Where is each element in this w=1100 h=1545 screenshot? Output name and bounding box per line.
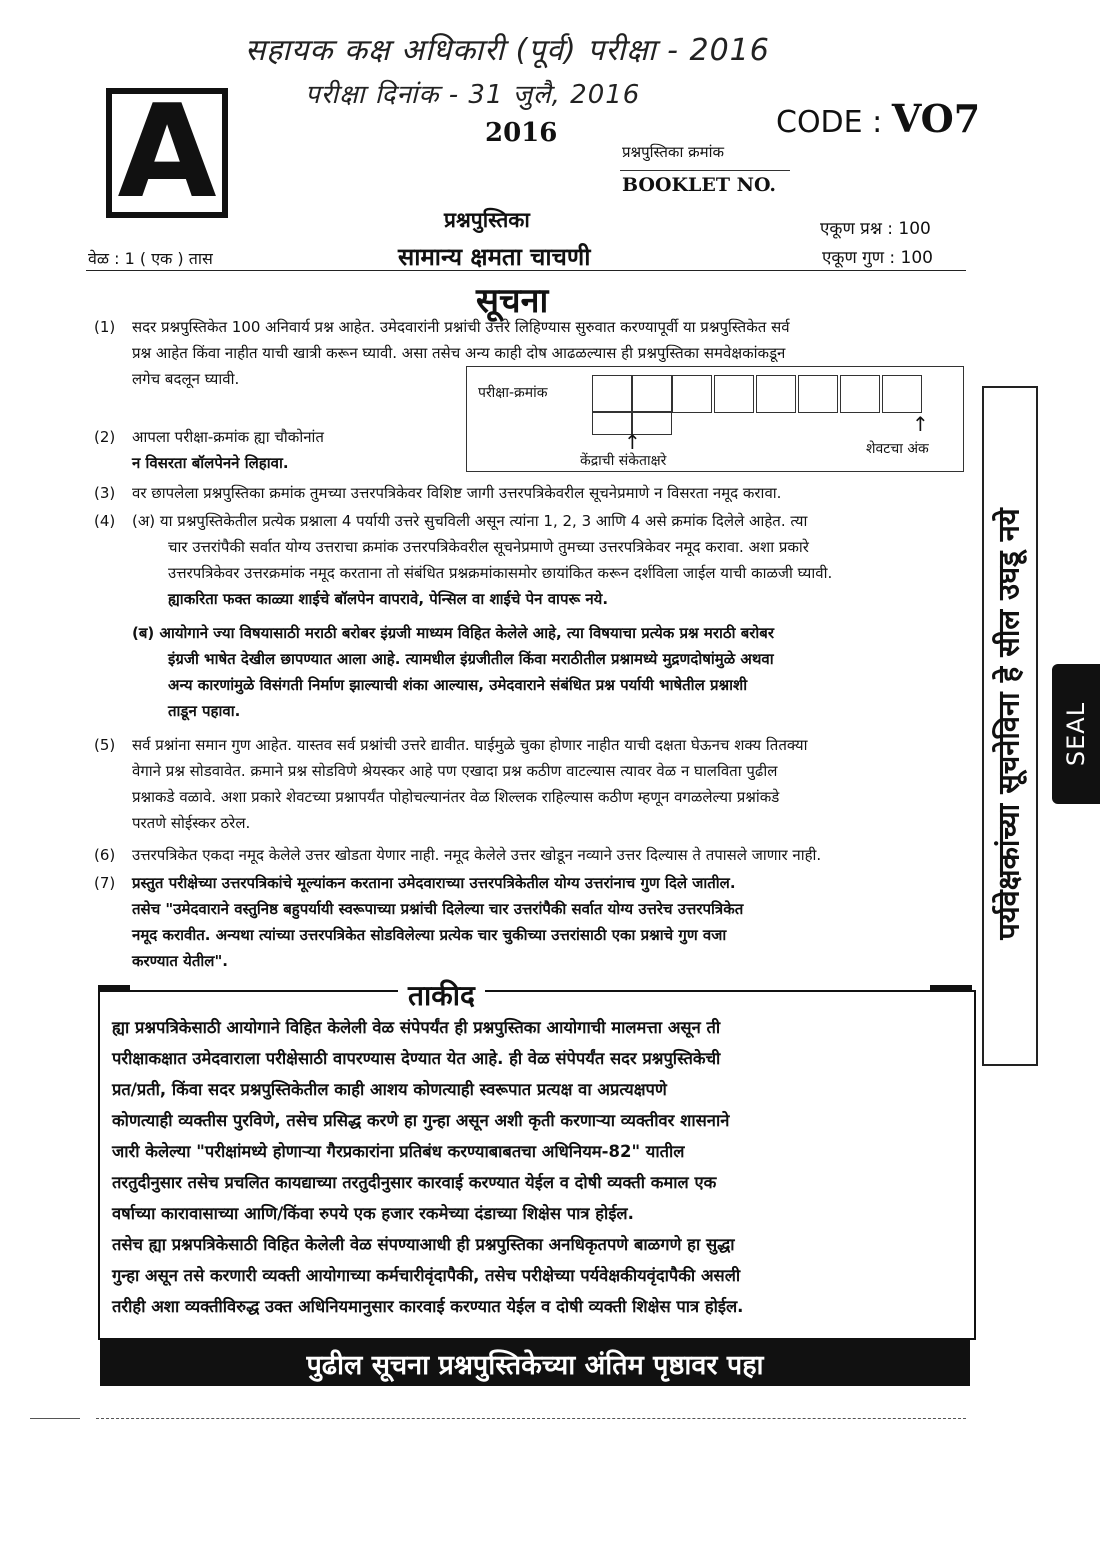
- warning-line: जारी केलेल्या "परीक्षांमध्ये होणाऱ्या गैरप्रकारांना प्रतिबंध करण्याबाबतचा अधिनियम-82" यातील: [112, 1142, 685, 1161]
- item-number: (2): [94, 428, 116, 446]
- code-value: VO7: [891, 96, 981, 141]
- arrow-up-icon: ↑: [912, 412, 929, 436]
- instruction-1: सदर प्रश्नपुस्तिकेत 100 अनिवार्य प्रश्न आहेत. उमेदवारांनी प्रश्नांची उत्तरे लिहिण्यास सुरुवात करण्यापूर्वी या प्रश्नपुस्तिकेत सर्व प्रश्न आहेत किंवा नाहीत याची खात्री करून घ्यावी. असा तसेच अन्य काही दोष आढळल्यास ही प्रश्नपुस्तिका समवेक्षकांकडून लगेच बदलून घ्यावी.: [132, 318, 790, 388]
- warning-title: ताकीद: [398, 976, 485, 1014]
- instruction-6: उत्तरपत्रिकेत एकदा नमूद केलेले उत्तर खोडता येणार नाही. नमूद केलेले उत्तर खोडून नव्याने उत्तर दिल्यास ते तपासले जाणार नाही.: [132, 846, 822, 864]
- roll-digit-cell[interactable]: [756, 375, 796, 413]
- roll-digit-cell[interactable]: [672, 375, 712, 413]
- warning-line: ह्या प्रश्नपत्रिकेसाठी आयोगाने विहित केलेली वेळ संपेपर्यंत ही प्रश्नपुस्तिका आयोगाची मालमत्ता असून ती: [112, 1018, 721, 1037]
- roll-number-label: परीक्षा-क्रमांक: [478, 385, 548, 401]
- roll-digit-cell[interactable]: [714, 375, 754, 413]
- exam-duration: वेळ : 1 ( एक ) तास: [88, 249, 213, 268]
- instructions-heading: सूचना: [476, 281, 549, 321]
- item-number: (6): [94, 846, 116, 864]
- item-number: (1): [94, 318, 116, 336]
- warning-line: कोणत्याही व्यक्तीस पुरविणे, तसेच प्रसिद्ध करणे हा गुन्हा असून अशी कृती करणाऱ्या व्यक्तीवर शासनाने: [112, 1111, 730, 1130]
- roll-digit-cell[interactable]: [592, 375, 632, 413]
- handwritten-exam-date: परीक्षा दिनांक - 31 जुलै, 2016: [305, 80, 641, 110]
- warning-box-border-accent: [930, 985, 972, 992]
- warning-line: गुन्हा असून तसे करणारी व्यक्ती आयोगाच्या कर्मचारीवृंदापैकी, तसेच परीक्षेच्या पर्यवेक्षकीयवृंदापैकी असली: [112, 1266, 741, 1285]
- seal-instruction-text: पर्यवेक्षकांच्या सूचनेविना हे सील उघडू नये: [991, 508, 1026, 940]
- warning-line: तसेच ह्या प्रश्नपत्रिकेसाठी विहित केलेली वेळ संपण्याआधी ही प्रश्नपुस्तिका अनधिकृतपणे बाळगणे हा सुद्धा: [112, 1235, 735, 1254]
- series-letter: A: [117, 78, 217, 227]
- booklet-number-label: BOOKLET NO.: [622, 174, 777, 196]
- instruction-7: प्रस्तुत परीक्षेच्या उत्तरपत्रिकांचे मूल्यांकन करताना उमेदवाराच्या उत्तरपत्रिकेतील योग्य उत्तरांनाच गुण दिले जातील. तसेच "उमेदवाराने वस्तुनिष्ठ बहुपर्यायी स्वरूपाच्या प्रश्नांची दिलेल्या चार उत्तरांपैकी सर्वात योग्य उत्तरेच उत्तरपत्रिकेत नमूद करावीत. अन्यथा त्यांच्या उत्तरपत्रिकेत सोडविलेल्या प्रत्येक चार चुकीच्या उत्तरांसाठी एका प्रश्नाचे गुण वजा करण्यात येतील".: [132, 874, 744, 970]
- booklet-number-label-marathi: प्रश्नपुस्तिका क्रमांक: [622, 143, 724, 161]
- paper-title: सामान्य क्षमता चाचणी: [398, 243, 591, 271]
- centre-code-label: केंद्राची संकेताक्षरे: [580, 453, 667, 469]
- footer-banner: पुढील सूचना प्रश्नपुस्तिकेच्या अंतिम पृष्ठावर पहा: [100, 1340, 970, 1386]
- instruction-5: सर्व प्रश्नांना समान गुण आहेत. यास्तव सर्व प्रश्नांची उत्तरे द्यावीत. घाईमुळे चुका होणार नाहीत याची दक्षता घेऊनच शक्य तितक्या वेगाने प्रश्न सोडवावेत. क्रमाने प्रश्न सोडविणे श्रेयस्कर आहे पण एखादा प्रश्न कठीण वाटल्यास त्यावर वेळ न घालविता पुढील प्रश्नाकडे वळावे. अशा प्रकारे शेवटच्या प्रश्नापर्यंत पोहोचल्यानंतर वेळ शिल्लक राहिल्यास कठीण म्हणून वगळलेल्या प्रश्नांकडे परतणे सोईस्कर ठरेल.: [132, 736, 808, 832]
- total-questions: एकूण प्रश्न : 100: [820, 219, 931, 239]
- header-divider: [86, 270, 966, 271]
- total-marks: एकूण गुण : 100: [822, 248, 933, 268]
- warning-line: तरतुदीनुसार तसेच प्रचलित कायद्याच्या तरतुदीनुसार कारवाई करण्यात येईल व दोषी व्यक्ती कमाल एक: [112, 1173, 717, 1192]
- warning-line: परीक्षाकक्षात उमेदवाराला परीक्षेसाठी वापरण्यास देण्यात येत आहे. ही वेळ संपेपर्यंत सदर प्रश्नपुस्तिकेची: [112, 1049, 721, 1068]
- seal-tab[interactable]: [1052, 664, 1100, 804]
- handwritten-exam-name: सहायक कक्ष अधिकारी (पूर्व) परीक्षा - 2016: [245, 33, 770, 68]
- warning-box-border-accent: [98, 985, 130, 992]
- instruction-3: वर छापलेला प्रश्नपुस्तिका क्रमांक तुमच्या उत्तरपत्रिकेवर विशिष्ट जागी उत्तरपत्रिकेवरील सूचनेप्रमाणे न विसरता नमूद करावा.: [132, 484, 782, 502]
- warning-line: प्रत/प्रती, किंवा सदर प्रश्नपुस्तिकेतील काही आशय कोणत्याही स्वरूपात प्रत्यक्ष वा अप्रत्यक्षपणे: [112, 1080, 667, 1099]
- roll-digit-cell[interactable]: [798, 375, 838, 413]
- instruction-4a: (अ) या प्रश्नपुस्तिकेतील प्रत्येक प्रश्नाला 4 पर्यायी उत्तरे सुचविली असून त्यांना 1, 2, 3 आणि 4 असे क्रमांक दिलेले आहेत. त्या चार उत्तरांपैकी सर्वात योग्य उत्तराचा क्रमांक उत्तरपत्रिकेवरील सूचनेप्रमाणे तुमच्या उत्तरपत्रिकेवर नमूद करावा. अशा प्रकारे उत्तरपत्रिकेवर उत्तरक्रमांक नमूद करताना तो संबंधित प्रश्नक्रमांकासमोर छायांकित करून दर्शविला जाईल याची काळजी घ्यावी. ह्याकरिता फक्त काळ्या शाईचे बॉलपेन वापरावे, पेन्सिल वा शाईचे पेन वापरू नये.: [132, 512, 833, 608]
- roll-digit-cell[interactable]: [632, 375, 672, 413]
- roll-digit-cell[interactable]: [840, 375, 880, 413]
- item-number: (4): [94, 512, 116, 530]
- series-letter-box: [106, 78, 228, 227]
- roll-digit-cell[interactable]: [882, 375, 922, 413]
- scan-line: [30, 1418, 80, 1419]
- item-number: (5): [94, 736, 116, 754]
- last-digit-label: शेवटचा अंक: [866, 441, 929, 457]
- seal-label: SEAL: [1062, 701, 1090, 767]
- booklet-number-line: [620, 170, 790, 171]
- item-number: (3): [94, 484, 116, 502]
- warning-line: वर्षाच्या कारावासाच्या आणि/किंवा रुपये एक हजार रकमेच्या दंडाच्या शिक्षेस पात्र होईल.: [112, 1204, 634, 1223]
- exam-year: 2016: [485, 118, 558, 148]
- warning-line: तरीही अशा व्यक्तीविरुद्ध उक्त अधिनियमानुसार कारवाई करण्यात येईल व दोषी व्यक्ती शिक्षेस पात्र होईल.: [112, 1297, 744, 1316]
- scan-line: [96, 1418, 966, 1419]
- arrow-up-icon: ↑: [624, 430, 641, 454]
- instruction-2: आपला परीक्षा-क्रमांक ह्या चौकोनांत न विसरता बॉलपेनने लिहावा.: [132, 428, 324, 472]
- code-label: CODE : VO7: [776, 96, 981, 141]
- booklet-heading: प्रश्नपुस्तिका: [444, 208, 530, 232]
- instruction-4b: (ब) आयोगाने ज्या विषयासाठी मराठी बरोबर इंग्रजी माध्यम विहित केलेले आहे, त्या विषयाचा प्रत्येक प्रश्न मराठी बरोबर इंग्रजी भाषेत देखील छापण्यात आला आहे. त्यामधील इंग्रजीतील किंवा मराठीतील प्रश्नामध्ये मुद्रणदोषांमुळे अथवा अन्य कारणांमुळे विसंगती निर्माण झाल्याची शंका आल्यास, उमेदवाराने संबंधित प्रश्न पर्यायी भाषेतील प्रश्नाशी ताडून पहावा.: [132, 624, 774, 720]
- item-number: (7): [94, 874, 116, 892]
